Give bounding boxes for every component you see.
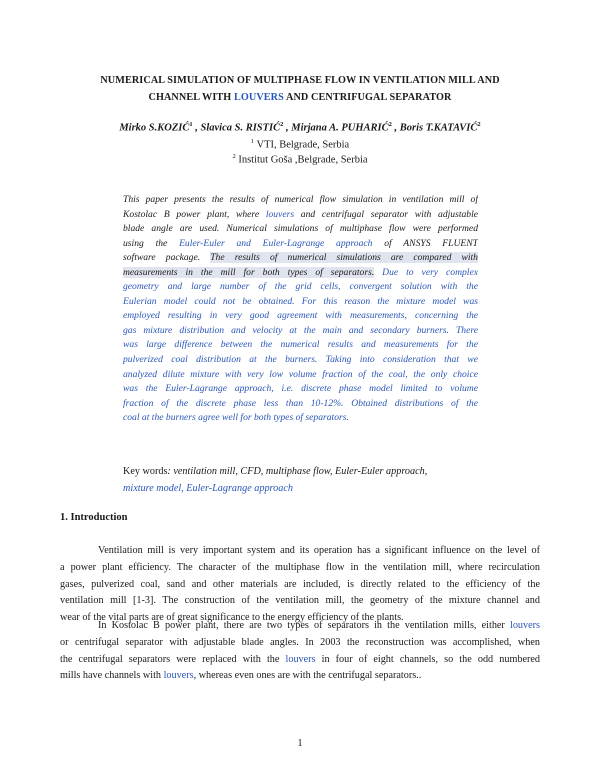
- page-number: 1: [297, 738, 303, 749]
- paragraph-line: gases, pulverized coal, sand and other materials are included, is directly related to the efficiency of the: [60, 578, 540, 590]
- abstract-line: coal at the burners agree well for both types of separators.: [123, 412, 349, 424]
- affiliation-mark: 2: [232, 153, 236, 160]
- intro-paragraph-1: [60, 543, 540, 627]
- abstract-line: geometry and large number of the grid cells, convergent solution with the: [123, 281, 478, 293]
- keywords: [123, 463, 478, 497]
- louvers-link[interactable]: louvers: [265, 208, 295, 220]
- keywords-text: : ventilation mill, CFD, multiphase flow, Euler-Euler approach,: [167, 466, 428, 477]
- affiliation-text: Institut Goša ,Belgrade, Serbia: [235, 154, 368, 166]
- affiliation-mark: 1: [250, 138, 255, 145]
- louvers-link[interactable]: louvers: [163, 670, 194, 682]
- abstract-line: Eulerian model could not be obtained. For this reason the mixture model was: [123, 295, 478, 307]
- author-separator: ,: [391, 122, 400, 134]
- abstract-text: using the: [123, 237, 180, 249]
- abstract: [123, 193, 478, 426]
- paragraph-line: wear of the vital parts are of great significance to the energy efficiency of the plants.: [60, 612, 404, 624]
- intro-paragraph-2: [60, 618, 540, 685]
- author-separator: ,: [283, 122, 292, 134]
- keywords-label: Key words: [123, 466, 168, 477]
- author-affiliation-mark: 2: [477, 121, 481, 128]
- title-text: CHANNEL WITH: [148, 92, 234, 103]
- louvers-link[interactable]: louvers: [510, 620, 540, 631]
- author-affiliation-mark: 1: [189, 121, 193, 128]
- title-text: AND CENTRIFUGAL SEPARATOR: [283, 92, 452, 103]
- keywords-line: [123, 463, 478, 480]
- paragraph-text: mills have channels with: [60, 670, 164, 682]
- paragraph-line: [60, 652, 540, 669]
- euler-approach-link[interactable]: Euler-Euler and Euler-Lagrange approach: [179, 237, 373, 249]
- affiliation-1: [60, 138, 540, 151]
- highlighted-text[interactable]: The results of numerical simulations are compared with: [210, 252, 478, 264]
- author-name: Mirjana A. PUHARIĆ: [291, 122, 389, 134]
- abstract-line: [123, 208, 478, 223]
- paragraph-line: ventilation mill [1-3]. The construction of the ventilation mill, the geometry of the mixture channel and: [60, 595, 540, 607]
- abstract-text: Kostolac B power plant, where: [123, 208, 266, 220]
- author-name: Mirko S.KOZIĆ: [119, 122, 190, 134]
- abstract-line: [123, 237, 478, 252]
- paragraph-line: or centrifugal separator with adjustable blade angles. In 2003 the reconstruction was accomplished, when: [60, 636, 540, 648]
- affiliation-text: VTI, Belgrade, Serbia: [254, 139, 350, 151]
- keywords-line-links[interactable]: mixture model, Euler-Lagrange approach: [123, 483, 293, 494]
- paper-title-line-1: NUMERICAL SIMULATION OF MULTIPHASE FLOW IN VENTILATION MILL AND: [100, 75, 500, 86]
- abstract-text: of ANSYS FLUENT: [372, 237, 478, 249]
- author-separator: ,: [192, 122, 201, 134]
- abstract-line: was large difference between the numerical results and measurements for the: [123, 339, 478, 351]
- abstract-line: fraction of the discrete phase less than 10-12%. Obtained distributions of the: [123, 397, 478, 409]
- author-name: Boris T.KATAVIĆ: [399, 122, 478, 134]
- paper-title-line-2: [60, 89, 540, 106]
- paragraph-text: in four of eight channels, so the odd numbered: [315, 653, 540, 665]
- abstract-line: employed resulting in very good agreement with measurements, concerning the: [123, 310, 478, 322]
- abstract-text: and centrifugal separator with adjustable: [294, 208, 478, 220]
- paragraph-text: , whereas even ones are with the centrifugal separators..: [193, 670, 422, 682]
- paragraph-text: In Kostolac B power plant, there are two types of separators in the ventilation mills, either: [98, 620, 510, 631]
- abstract-line: blade angle are used. Numerical simulations of multiphase flow were performed: [123, 223, 478, 235]
- abstract-line: [123, 251, 478, 266]
- title-louvers-link[interactable]: LOUVERS: [233, 92, 284, 103]
- abstract-line: [123, 266, 478, 281]
- author-affiliation-mark: 2: [388, 121, 392, 128]
- abstract-text: software package.: [123, 252, 211, 264]
- abstract-text-blue: Due to very complex: [374, 266, 478, 278]
- paragraph-line: Ventilation mill is very important system and its operation has a significant influence on the level of: [98, 545, 540, 556]
- abstract-line: This paper presents the results of numerical flow simulation in ventilation mill of: [123, 194, 478, 205]
- author-affiliation-mark: 2: [280, 121, 284, 128]
- abstract-line: pulverized coal distribution at the burners. Taking into consideration that we: [123, 354, 478, 366]
- abstract-line: analyzed dilute mixture with very low volume fraction of the coal, the only choice: [123, 368, 478, 380]
- abstract-line: was the Euler-Lagrange approach, i.e. discrete phase model limited to volume: [123, 383, 478, 395]
- paragraph-line: a power plant efficiency. The character of the multiphase flow in the ventilation mill, where recirculation: [60, 561, 540, 573]
- abstract-line: gas mixture distribution and velocity at the main and secondary burners. There: [123, 324, 478, 336]
- paragraph-line: [60, 618, 540, 635]
- paragraph-text: the centrifugal separators were replaced with the: [60, 653, 286, 665]
- affiliation-2: [60, 153, 540, 166]
- paragraph-line: [60, 668, 540, 685]
- highlighted-text[interactable]: measurements in the mill for both types of separators.: [123, 266, 375, 278]
- author-name: Slavica S. RISTIĆ: [200, 122, 281, 134]
- louvers-link[interactable]: louvers: [285, 653, 316, 665]
- author-list: [60, 121, 540, 134]
- section-heading: 1. Introduction: [60, 512, 128, 523]
